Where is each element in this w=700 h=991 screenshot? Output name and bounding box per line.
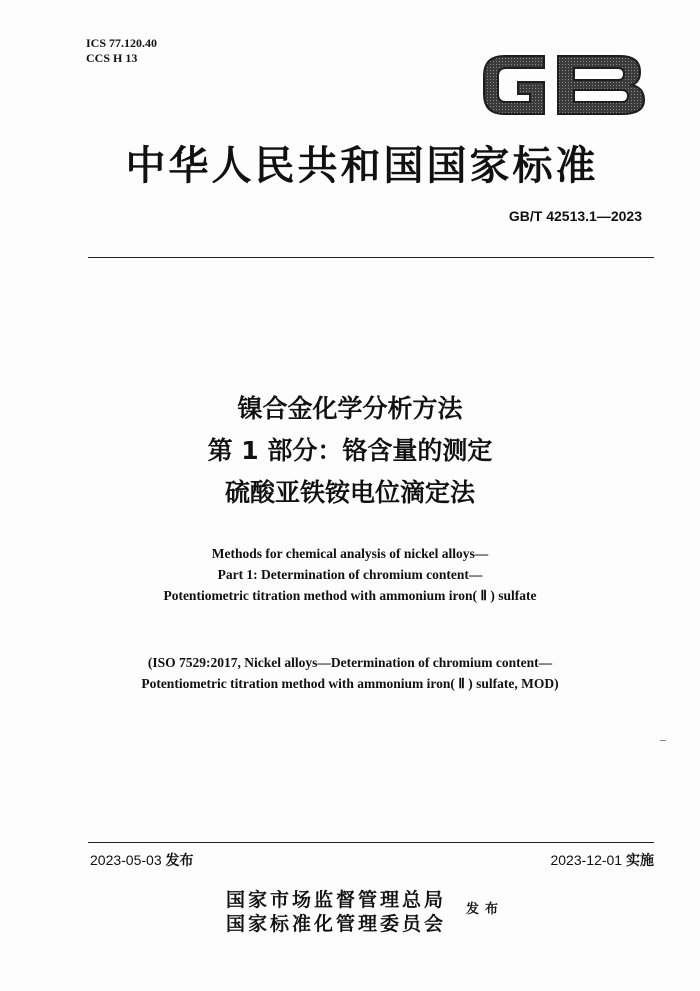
- chinese-title-line: 镍合金化学分析方法: [237, 394, 463, 423]
- issuing-authorities: [226, 888, 446, 936]
- english-title-line: Methods for chemical analysis of nickel alloys—: [211, 546, 489, 561]
- gb-logo-g: [484, 56, 544, 114]
- margin-mark: [660, 740, 666, 741]
- national-standard-title: 中华人民共和国国家标准: [125, 143, 599, 189]
- implement-date: 2023-12-01: [550, 852, 623, 868]
- gb-logo-b: [558, 56, 644, 114]
- ccs-code: CCS H 13: [86, 51, 138, 65]
- issuer-name: 国家标准化管理委员会: [226, 913, 447, 935]
- bottom-divider: [88, 842, 654, 843]
- chinese-title-line: 硫酸亚铁铵电位滴定法: [224, 478, 475, 507]
- implement-label: 实施: [626, 853, 654, 869]
- publish-label: 发布: [466, 902, 505, 917]
- english-title: [90, 543, 610, 606]
- issue-date-block: [90, 850, 194, 870]
- iso-reference-line: Potentiometric titration method with ammonium iron( Ⅱ ) sulfate, MOD): [141, 676, 559, 691]
- issue-label: 发布: [165, 853, 194, 869]
- top-divider: [88, 257, 654, 258]
- iso-reference: [60, 652, 640, 694]
- gb-logo: [474, 42, 654, 128]
- gb-logo-text: GB: [474, 42, 476, 43]
- classification-codes: [86, 36, 157, 66]
- issuer-name: 国家市场监督管理总局: [226, 889, 447, 911]
- standard-number: GB/T 42513.1—2023: [508, 208, 642, 224]
- english-title-line: Part 1: Determination of chromium content—: [217, 567, 483, 582]
- iso-reference-line: (ISO 7529:2017, Nickel alloys—Determination of chromium content—: [147, 655, 553, 670]
- chinese-title: [90, 388, 610, 514]
- issue-date: 2023-05-03: [90, 852, 162, 868]
- implement-date-block: [550, 850, 654, 870]
- english-title-line: Potentiometric titration method with ammonium iron( Ⅱ ) sulfate: [163, 588, 537, 603]
- ics-code: ICS 77.120.40: [86, 36, 158, 50]
- chinese-title-line: 第 1 部分：铬含量的测定: [207, 436, 493, 465]
